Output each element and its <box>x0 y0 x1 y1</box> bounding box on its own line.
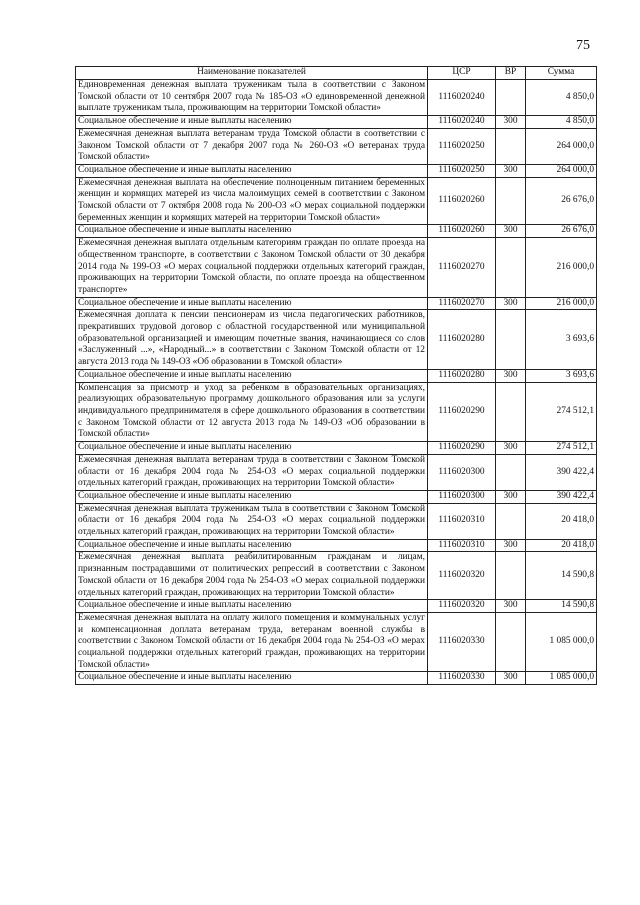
row-csr: 1116020250 <box>428 164 496 177</box>
table-row <box>76 238 597 298</box>
row-name: Социальное обеспечение и иные выплаты населению <box>76 442 428 455</box>
row-name: Ежемесячная денежная выплата отдельным категориям граждан по оплате проезда на общественном транспорте, в соответствии с Законом Томской области от 30 декабря 2014 года № 199-ОЗ «О мерах социальной поддержки отдельных категорий граждан, проживающих на территории Томской области, по оплате проезда на общественном транспорте» <box>76 238 428 298</box>
row-sum: 14 590,8 <box>526 552 597 600</box>
row-vr <box>496 80 526 116</box>
row-csr: 1116020310 <box>428 503 496 539</box>
row-sum: 1 085 000,0 <box>526 672 597 685</box>
row-sum: 3 693,6 <box>526 310 597 370</box>
row-sum: 20 418,0 <box>526 539 597 552</box>
row-sum: 216 000,0 <box>526 238 597 298</box>
row-vr: 300 <box>496 164 526 177</box>
table-row <box>76 225 597 238</box>
row-sum: 216 000,0 <box>526 297 597 310</box>
row-sum: 274 512,1 <box>526 382 597 442</box>
row-vr: 300 <box>496 672 526 685</box>
row-name: Ежемесячная денежная выплата ветеранам труда в соответствии с Законом Томской области от 16 декабря 2004 года № 254-ОЗ «О мерах социальной поддержки отдельных категорий граждан, проживающих на территории Томской области» <box>76 454 428 490</box>
row-csr: 1116020260 <box>428 225 496 238</box>
row-name: Социальное обеспечение и иные выплаты населению <box>76 297 428 310</box>
row-csr: 1116020280 <box>428 369 496 382</box>
row-name: Ежемесячная денежная выплата на обеспечение полноценным питанием беременных женщин и кормящих матерей из числа малоимущих семей в соответствии с Законом Томской области от 7 октября 2008 года № 200-ОЗ «О мерах социальной поддержки беременных женщин и кормящих матерей на территории Томской области» <box>76 177 428 225</box>
row-name: Единовременная денежная выплата труженикам тыла в соответствии с Законом Томской области от 10 сентября 2007 года № 185-ОЗ «О единовременной денежной выплате труженикам тыла, проживающим на территории Томской области» <box>76 80 428 116</box>
row-csr: 1116020240 <box>428 116 496 129</box>
row-name: Социальное обеспечение и иные выплаты населению <box>76 672 428 685</box>
row-vr <box>496 382 526 442</box>
row-vr: 300 <box>496 490 526 503</box>
table-row <box>76 600 597 613</box>
row-csr: 1116020240 <box>428 80 496 116</box>
row-csr: 1116020300 <box>428 454 496 490</box>
row-sum: 274 512,1 <box>526 442 597 455</box>
row-csr: 1116020290 <box>428 382 496 442</box>
row-vr: 300 <box>496 225 526 238</box>
row-sum: 264 000,0 <box>526 164 597 177</box>
row-name: Социальное обеспечение и иные выплаты населению <box>76 490 428 503</box>
row-sum: 4 850,0 <box>526 80 597 116</box>
table-header <box>76 67 597 80</box>
row-vr <box>496 552 526 600</box>
table-row <box>76 454 597 490</box>
row-vr <box>496 503 526 539</box>
table-row <box>76 539 597 552</box>
header-csr: ЦСР <box>428 67 496 80</box>
row-name: Социальное обеспечение и иные выплаты населению <box>76 600 428 613</box>
row-sum: 4 850,0 <box>526 116 597 129</box>
row-name: Ежемесячная денежная выплата труженикам тыла в соответствии с Законом Томской области от 16 декабря 2004 года № 254-ОЗ «О мерах социальной поддержки отдельных категорий граждан, проживающих на территории Томской области» <box>76 503 428 539</box>
row-name: Социальное обеспечение и иные выплаты населению <box>76 116 428 129</box>
row-vr: 300 <box>496 297 526 310</box>
row-csr: 1116020310 <box>428 539 496 552</box>
row-name: Социальное обеспечение и иные выплаты населению <box>76 225 428 238</box>
row-name: Ежемесячная доплата к пенсии пенсионерам из числа педагогических работников, прекративших трудовой договор с областной государственной или муниципальной образовательной организацией и имеющим почетные звания, начинающиеся со слов «Заслуженный ...», «Народный...» в соответствии с Законом Томской области от 12 августа 2013 года № 149-ОЗ «Об образовании в Томской области» <box>76 310 428 370</box>
table-row <box>76 442 597 455</box>
row-vr: 300 <box>496 369 526 382</box>
header-name: Наименование показателей <box>76 67 428 80</box>
table-body <box>76 80 597 685</box>
row-csr: 1116020250 <box>428 128 496 164</box>
row-csr: 1116020260 <box>428 177 496 225</box>
row-csr: 1116020330 <box>428 672 496 685</box>
row-name: Ежемесячная денежная выплата ветеранам труда Томской области в соответствии с Законом Томской области от 7 декабря 2007 года № 260-ОЗ «О ветеранах труда Томской области» <box>76 128 428 164</box>
row-name: Социальное обеспечение и иные выплаты населению <box>76 369 428 382</box>
row-vr <box>496 177 526 225</box>
row-csr: 1116020270 <box>428 297 496 310</box>
row-vr <box>496 128 526 164</box>
row-name: Ежемесячная денежная выплата на оплату жилого помещения и коммунальных услуг и компенсационная доплата ветеранам труда, ветеранам военной службы в соответствии с Законом Томской области от 16 декабря 2004 года № 254-ОЗ «О мерах социальной поддержки отдельных категорий граждан, проживающих на территории Томской области» <box>76 612 428 672</box>
table-row <box>76 369 597 382</box>
table-row <box>76 80 597 116</box>
row-name: Социальное обеспечение и иные выплаты населению <box>76 164 428 177</box>
row-csr: 1116020320 <box>428 552 496 600</box>
row-vr <box>496 612 526 672</box>
row-sum: 26 676,0 <box>526 177 597 225</box>
row-vr <box>496 310 526 370</box>
page-number: 75 <box>576 38 590 53</box>
table-row <box>76 490 597 503</box>
table-row <box>76 128 597 164</box>
row-vr: 300 <box>496 116 526 129</box>
table-row <box>76 552 597 600</box>
row-sum: 264 000,0 <box>526 128 597 164</box>
row-name: Компенсация за присмотр и уход за ребенком в образовательных организациях, реализующих образовательную программу дошкольного образования или за услуги индивидуального предпринимателя в сфере дошкольного образования в соответствии с Законом Томской области от 12 августа 2013 года № 149-ОЗ «Об образовании в Томской области» <box>76 382 428 442</box>
table-row <box>76 310 597 370</box>
table-row <box>76 503 597 539</box>
row-sum: 1 085 000,0 <box>526 612 597 672</box>
row-csr: 1116020270 <box>428 238 496 298</box>
table-row <box>76 177 597 225</box>
row-csr: 1116020330 <box>428 612 496 672</box>
row-csr: 1116020280 <box>428 310 496 370</box>
row-sum: 26 676,0 <box>526 225 597 238</box>
header-sum: Сумма <box>526 67 597 80</box>
row-name: Социальное обеспечение и иные выплаты населению <box>76 539 428 552</box>
header-row <box>76 67 597 80</box>
header-vr: ВР <box>496 67 526 80</box>
row-vr: 300 <box>496 539 526 552</box>
row-sum: 20 418,0 <box>526 503 597 539</box>
table-row <box>76 164 597 177</box>
row-vr <box>496 454 526 490</box>
table-row <box>76 116 597 129</box>
row-sum: 390 422,4 <box>526 454 597 490</box>
row-vr: 300 <box>496 442 526 455</box>
row-name: Ежемесячная денежная выплата реабилитированным гражданам и лицам, признанным пострадавшими от политических репрессий в соответствии с Законом Томской области от 16 декабря 2004 года № 254-ОЗ «О мерах социальной поддержки отдельных категорий граждан, проживающих на территории Томской области» <box>76 552 428 600</box>
row-sum: 390 422,4 <box>526 490 597 503</box>
row-csr: 1116020320 <box>428 600 496 613</box>
row-vr <box>496 238 526 298</box>
row-csr: 1116020290 <box>428 442 496 455</box>
row-csr: 1116020300 <box>428 490 496 503</box>
row-sum: 3 693,6 <box>526 369 597 382</box>
table-row <box>76 612 597 672</box>
table-row <box>76 382 597 442</box>
table-row <box>76 297 597 310</box>
budget-table <box>75 66 597 685</box>
table-row <box>76 672 597 685</box>
row-vr: 300 <box>496 600 526 613</box>
row-sum: 14 590,8 <box>526 600 597 613</box>
